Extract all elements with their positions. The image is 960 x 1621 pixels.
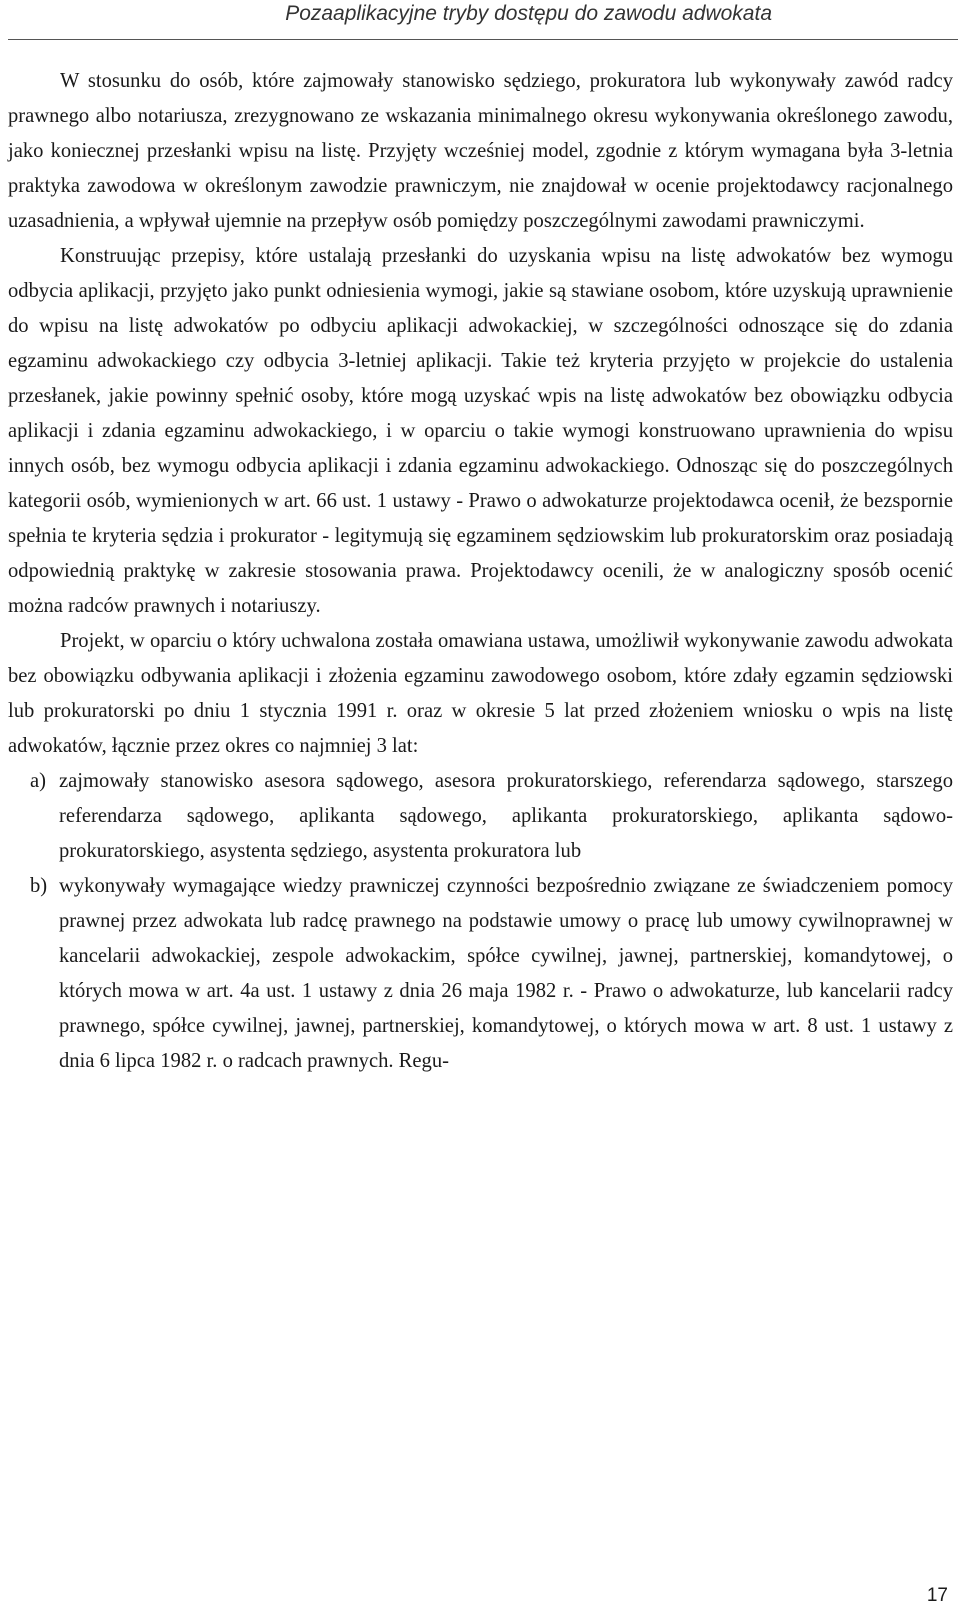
running-header bbox=[8, 0, 958, 40]
body-paragraph-1: W stosunku do osób, które zajmowały stanowisko sędziego, prokuratora lub wykonywały zawód radcy prawnego albo notariusza, zrezygnowano ze wskazania minimalnego okresu wykonywania określonego zawodu, jako koniecznej przesłanki wpisu na listę. Przyjęty wcześniej model, zgodnie z którym wymagana była 3-letnia praktyka zawodowa w określonym zawodzie prawniczym, nie znajdował w ocenie projektodawcy racjonalnego uzasadnienia, a wpływał ujemnie na przepływ osób pomiędzy poszczególnymi zawodami prawniczymi. bbox=[8, 70, 953, 232]
running-header-title: Pozaaplikacyjne tryby dostępu do zawodu adwokata bbox=[285, 2, 772, 25]
body-paragraph-2: Konstruując przepisy, które ustalają przesłanki do uzyskania wpisu na listę adwokatów bez wymogu odbycia aplikacji, przyjęto jako punkt odniesienia wymogi, jakie są stawiane osobom, które uzyskują uprawnienie do wpisu na listę adwokatów po odbyciu aplikacji adwokackiej, w szczególności odnoszące się do zdania egzaminu adwokackiego czy odbycia 3-letniej aplikacji. Takie też kryteria przyjęto w projekcie do ustalenia przesłanek, jakie powinny spełnić osoby, które mogą uzyskać wpis na listę adwokatów bez obowiązku odbycia aplikacji i zdania egzaminu adwokackiego, i w oparciu o takie wymogi konstruowano uprawnienia do wpisu innych osób, bez wymogu odbycia aplikacji i zdania egzaminu adwokackiego. Odnosząc się do poszczególnych kategorii osób, wymienionych w art. 66 ust. 1 ustawy - Prawo o adwokaturze projektodawca ocenił, że bezspornie spełnia te kryteria sędzia i prokurator - legitymują się egzaminem sędziowskim lub prokuratorskim oraz posiadają odpowiednią praktykę w zakresie stosowania prawa. Projektodawcy ocenili, że w analogiczny sposób ocenić można radców prawnych i notariuszy. bbox=[8, 245, 953, 617]
list-item-a bbox=[8, 764, 953, 869]
list-marker-a: a) bbox=[30, 770, 46, 792]
page-body bbox=[8, 64, 953, 1079]
list-item-a-text: zajmowały stanowisko asesora sądowego, asesora prokuratorskiego, referendarza sądowego, starszego referendarza sądowego, aplikanta sądowego, aplikanta prokuratorskiego, aplikanta sądowo-prokuratorskiego, asystenta sędziego, asystenta prokuratora lub bbox=[59, 770, 953, 862]
list-item-b-text: wykonywały wymagające wiedzy prawniczej czynności bezpośrednio związane ze świadczeniem pomocy prawnej przez adwokata lub radcę prawnego na podstawie umowy o pracę lub umowy cywilnoprawnej w kancelarii adwokackiej, zespole adwokackim, spółce cywilnej, jawnej, partnerskiej, komandytowej, o których mowa w art. 4a ust. 1 ustawy z dnia 26 maja 1982 r. - Prawo o adwokaturze, lub kancelarii radcy prawnego, spółce cywilnej, jawnej, partnerskiej, komandytowej, o których mowa w art. 8 ust. 1 ustawy z dnia 6 lipca 1982 r. o radcach prawnych. Regu- bbox=[59, 875, 953, 1072]
enumerated-list bbox=[8, 764, 953, 1079]
list-item-b bbox=[8, 869, 953, 1079]
list-marker-b: b) bbox=[30, 875, 48, 897]
page-number: 17 bbox=[926, 1585, 948, 1606]
body-paragraph-3: Projekt, w oparciu o który uchwalona została omawiana ustawa, umożliwił wykonywanie zawodu adwokata bez obowiązku odbywania aplikacji i złożenia egzaminu zawodowego osobom, które zdały egzamin sędziowski lub prokuratorski po dniu 1 stycznia 1991 r. oraz w okresie 5 lat przed złożeniem wniosku o wpis na listę adwokatów, łącznie przez okres co najmniej 3 lat: bbox=[8, 630, 953, 757]
